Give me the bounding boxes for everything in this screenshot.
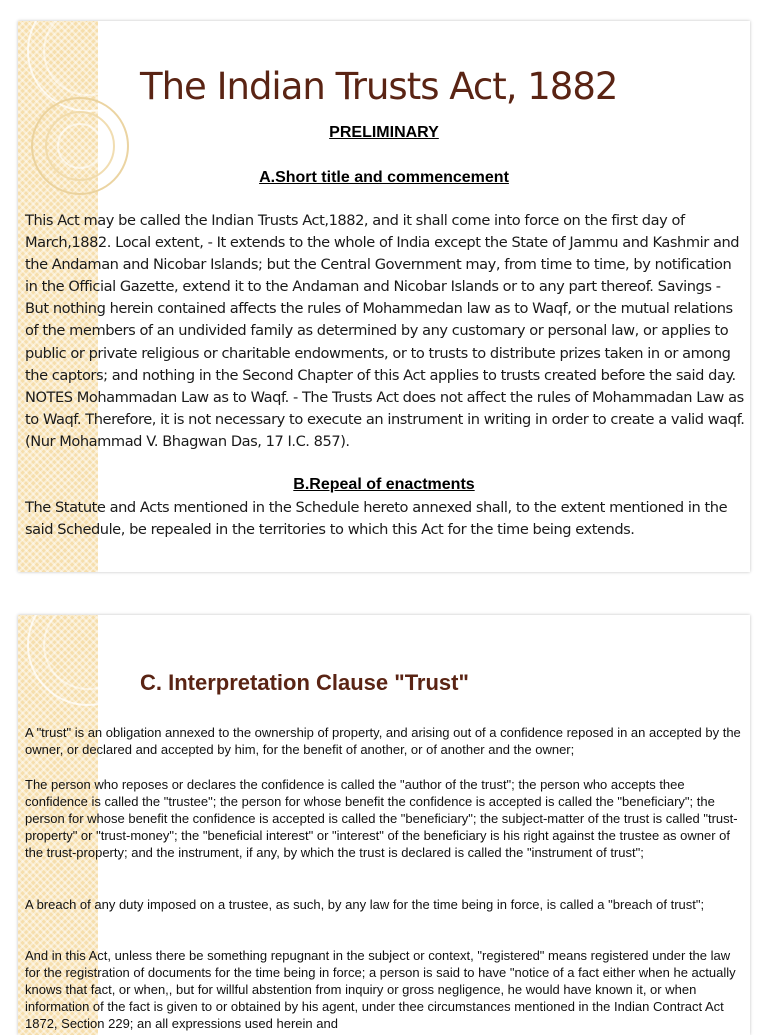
short-title-paragraph: This Act may be called the Indian Trusts Act,1882, and it shall come into force on the first day of March,1882. Local extent, - It extends to the whole of India except the State of Jammu and Kashmir and the Andaman and Nicobar Islands; but the Central Government may, from time to time, by notification in the Official Gazette, extend it to the Andaman and Nicobar Islands or to any part thereof. Savings - But nothing herein contained affects the rules of Mohammedan law as to Waqf, or the mutual relations of the members of an undivided family as determined by any customary or personal law, or applies to public or private religious or charitable endowments, or to trusts to distribute prizes taken in or among the captors; and nothing in the Second Chapter of this Act applies to trusts created before the said day. NOTES Mohammadan Law as to Waqf. - The Trusts Act does not affect the rules of Mohammadan Law as to Waqf. Therefore, it is not necessary to execute an instrument in writing in order to create a valid waqf. (Nur Mohammad V. Bhagwan Das, 17 I.C. 857). — [25, 212, 745, 450]
section-title: C. Interpretation Clause "Trust" — [140, 670, 469, 695]
registered-notice-paragraph: And in this Act, unless there be something repugnant in the subject or context, "registered" means registered under the law for the registration of documents for the time being in force; a person is said to have "notice of a fact either when he actually knows that fact, or when,, but for willful abstention from inquiry or gross negligence, he would have known it, or when information of the fact is given to or obtained by his agent, under thee circumstances mentioned in the Indian Contract Act 1872, Section 229; an all expressions used herein and — [25, 948, 736, 1031]
repeal-paragraph: The Statute and Acts mentioned in the Schedule hereto annexed shall, to the extent mentioned in the said Schedule, be repealed in the territories to which this Act for the time being extends. — [25, 499, 728, 539]
preliminary-heading: PRELIMINARY — [329, 124, 439, 141]
short-title-heading: A.Short title and commencement — [259, 169, 509, 186]
trust-parties-paragraph: The person who reposes or declares the confidence is called the "author of the trust"; the person who accepts thee confidence is called the "trustee"; the person for whose benefit the confidence is accepted is called the "beneficiary"; the person for whose benefit the confidence is accepted is called the "beneficiary"; the subject-matter of the trust is called "trust-property" or "trust-money"; the "beneficial interest" or "interest" of the beneficiary is his right against the trustee as owner of the trust-property; and the instrument, if any, by which the trust is declared is called the "instrument of trust"; — [25, 777, 738, 860]
trust-definition-paragraph: A "trust" is an obligation annexed to the ownership of property, and arising out of a confidence reposed in an accepted by the owner, or declared and accepted by him, for the benefit of another, or of another and the owner; — [25, 725, 741, 757]
page-title: The Indian Trusts Act, 1882 — [140, 65, 618, 108]
breach-of-trust-paragraph: A breach of any duty imposed on a trustee, as such, by any law for the time being in force, is called a "breach of trust"; — [25, 897, 705, 912]
slide-short-title — [18, 21, 750, 572]
slide-interpretation-clause — [18, 615, 750, 1035]
repeal-heading: B.Repeal of enactments — [293, 476, 475, 493]
